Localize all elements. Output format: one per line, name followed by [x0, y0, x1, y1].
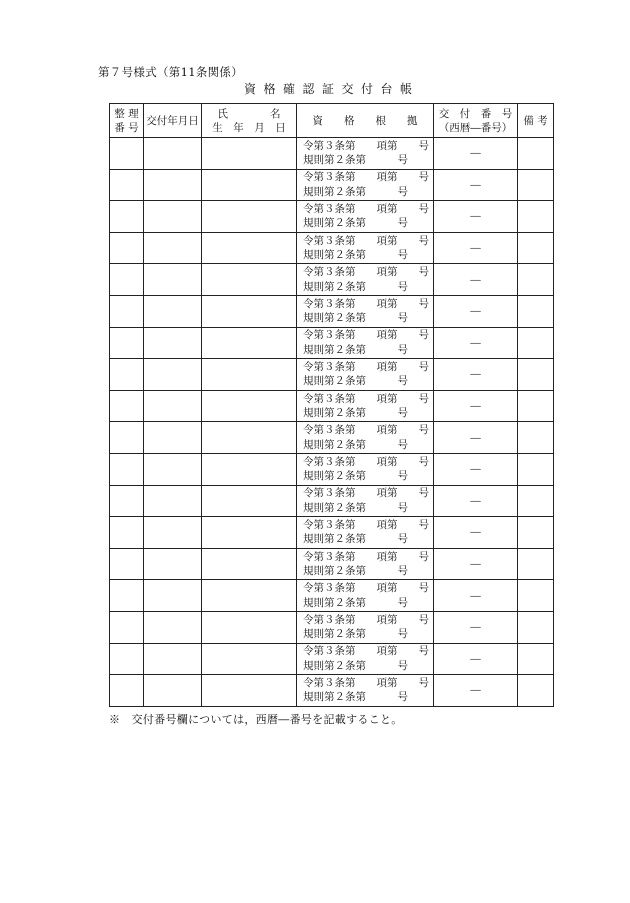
remarks-cell[interactable]	[518, 390, 554, 422]
issue-number-cell[interactable]	[434, 390, 518, 422]
basis-line-rei: 令第３条第 項第 号	[303, 171, 429, 184]
qualification-basis-cell[interactable]	[297, 327, 434, 359]
table-row	[110, 295, 554, 327]
issue-date-cell[interactable]	[144, 643, 202, 675]
remarks-cell[interactable]	[518, 580, 554, 612]
basis-line-rei: 令第３条第 項第 号	[303, 676, 429, 689]
table-row	[110, 675, 554, 707]
name-birthdate-cell[interactable]	[202, 453, 297, 485]
ledger-body	[110, 138, 554, 707]
issue-date-cell[interactable]	[144, 138, 202, 170]
table-row	[110, 138, 554, 170]
name-birthdate-cell[interactable]	[202, 327, 297, 359]
issue-date-cell[interactable]	[144, 453, 202, 485]
header-name-line: 氏 名	[217, 107, 281, 120]
name-birthdate-cell[interactable]	[202, 232, 297, 264]
issue-number-dash: ―	[470, 558, 481, 571]
document-title: 資格確認証交付台帳	[244, 82, 420, 96]
basis-line-kisoku: 規則第２条第 号	[303, 407, 408, 420]
basis-line-rei: 令第３条第 項第 号	[303, 139, 429, 152]
table-row	[110, 327, 554, 359]
qualification-basis-cell[interactable]	[297, 611, 434, 643]
basis-line-rei: 令第３条第 項第 号	[303, 455, 429, 468]
name-birthdate-cell[interactable]	[202, 359, 297, 391]
basis-line-kisoku: 規則第２条第 号	[303, 280, 408, 293]
seiri-number-cell[interactable]	[110, 548, 144, 580]
name-birthdate-cell[interactable]	[202, 580, 297, 612]
table-row	[110, 453, 554, 485]
qualification-basis-cell[interactable]	[297, 453, 434, 485]
issue-date-cell[interactable]	[144, 675, 202, 707]
form-number-label: 第７号様式（第11条関係）	[98, 65, 244, 79]
issue-number-dash: ―	[470, 589, 481, 602]
issue-number-cell[interactable]	[434, 264, 518, 296]
basis-line-kisoku: 規則第２条第 号	[303, 533, 408, 546]
issue-date-cell[interactable]	[144, 517, 202, 549]
seiri-number-cell[interactable]	[110, 201, 144, 233]
basis-line-rei: 令第３条第 項第 号	[303, 424, 429, 437]
qualification-basis-cell[interactable]	[297, 517, 434, 549]
remarks-cell[interactable]	[518, 517, 554, 549]
issue-number-cell[interactable]	[434, 548, 518, 580]
seiri-number-cell[interactable]	[110, 422, 144, 454]
issue-number-cell[interactable]	[434, 643, 518, 675]
issue-number-dash: ―	[470, 652, 481, 665]
seiri-number-cell[interactable]	[110, 169, 144, 201]
name-birthdate-cell[interactable]	[202, 517, 297, 549]
basis-line-kisoku: 規則第２条第 号	[303, 565, 408, 578]
seiri-number-cell[interactable]	[110, 453, 144, 485]
issue-date-cell[interactable]	[144, 548, 202, 580]
issue-date-cell[interactable]	[144, 264, 202, 296]
basis-line-rei: 令第３条第 項第 号	[303, 329, 429, 342]
remarks-cell[interactable]	[518, 169, 554, 201]
basis-line-kisoku: 規則第２条第 号	[303, 691, 408, 704]
qualification-basis-cell[interactable]	[297, 548, 434, 580]
remarks-cell[interactable]	[518, 675, 554, 707]
seiri-number-cell[interactable]	[110, 643, 144, 675]
name-birthdate-cell[interactable]	[202, 485, 297, 517]
table-row	[110, 232, 554, 264]
basis-line-kisoku: 規則第２条第 号	[303, 659, 408, 672]
issue-date-cell[interactable]	[144, 390, 202, 422]
issue-date-cell[interactable]	[144, 232, 202, 264]
qualification-basis-cell[interactable]	[297, 422, 434, 454]
qualification-basis-cell[interactable]	[297, 390, 434, 422]
name-birthdate-cell[interactable]	[202, 548, 297, 580]
qualification-basis-cell[interactable]	[297, 201, 434, 233]
basis-line-rei: 令第３条第 項第 号	[303, 582, 429, 595]
table-row	[110, 485, 554, 517]
basis-line-kisoku: 規則第２条第 号	[303, 501, 408, 514]
basis-line-rei: 令第３条第 項第 号	[303, 550, 429, 563]
table-row	[110, 580, 554, 612]
table-row	[110, 264, 554, 296]
issue-number-dash: ―	[470, 305, 481, 318]
basis-line-kisoku: 規則第２条第 号	[303, 185, 408, 198]
name-birthdate-cell[interactable]	[202, 169, 297, 201]
table-row	[110, 169, 554, 201]
basis-line-rei: 令第３条第 項第 号	[303, 234, 429, 247]
header-qualification-basis: 資 格 根 拠	[297, 104, 434, 138]
issue-number-dash: ―	[470, 336, 481, 349]
issue-number-cell[interactable]	[434, 295, 518, 327]
header-issue-number-line1: 交 付 番 号	[438, 107, 513, 120]
table-row	[110, 359, 554, 391]
basis-line-kisoku: 規則第２条第 号	[303, 312, 408, 325]
qualification-basis-cell[interactable]	[297, 580, 434, 612]
issue-date-cell[interactable]	[144, 327, 202, 359]
issue-date-cell[interactable]	[144, 422, 202, 454]
issue-date-cell[interactable]	[144, 201, 202, 233]
seiri-number-cell[interactable]	[110, 295, 144, 327]
remarks-cell[interactable]	[518, 201, 554, 233]
basis-line-rei: 令第３条第 項第 号	[303, 202, 429, 215]
issue-date-cell[interactable]	[144, 580, 202, 612]
name-birthdate-cell[interactable]	[202, 264, 297, 296]
basis-line-kisoku: 規則第２条第 号	[303, 375, 408, 388]
issue-date-cell[interactable]	[144, 295, 202, 327]
header-seiri-line2: 番 号	[114, 121, 139, 134]
issue-number-cell[interactable]	[434, 232, 518, 264]
issue-number-dash: ―	[470, 463, 481, 476]
issue-date-cell[interactable]	[144, 169, 202, 201]
issue-date-cell[interactable]	[144, 611, 202, 643]
issue-number-cell[interactable]	[434, 201, 518, 233]
qualification-basis-cell[interactable]	[297, 643, 434, 675]
remarks-cell[interactable]	[518, 548, 554, 580]
issue-number-cell[interactable]	[434, 422, 518, 454]
basis-line-kisoku: 規則第２条第 号	[303, 628, 408, 641]
qualification-basis-cell[interactable]	[297, 232, 434, 264]
issue-number-cell[interactable]	[434, 580, 518, 612]
qualification-basis-cell[interactable]	[297, 138, 434, 170]
issue-number-dash: ―	[470, 684, 481, 697]
name-birthdate-cell[interactable]	[202, 675, 297, 707]
seiri-number-cell[interactable]	[110, 580, 144, 612]
name-birthdate-cell[interactable]	[202, 138, 297, 170]
remarks-cell[interactable]	[518, 453, 554, 485]
seiri-number-cell[interactable]	[110, 359, 144, 391]
remarks-cell[interactable]	[518, 295, 554, 327]
issue-number-dash: ―	[470, 178, 481, 191]
table-row	[110, 548, 554, 580]
issue-number-dash: ―	[470, 494, 481, 507]
issue-number-cell[interactable]	[434, 675, 518, 707]
header-birthdate-line: 生 年 月 日	[212, 121, 286, 134]
issue-number-dash: ―	[470, 400, 481, 413]
issuance-ledger-table	[109, 103, 554, 707]
table-row	[110, 643, 554, 675]
header-row	[110, 104, 554, 138]
name-birthdate-cell[interactable]	[202, 611, 297, 643]
name-birthdate-cell[interactable]	[202, 643, 297, 675]
remarks-cell[interactable]	[518, 138, 554, 170]
name-birthdate-cell[interactable]	[202, 422, 297, 454]
basis-line-kisoku: 規則第２条第 号	[303, 438, 408, 451]
header-issue-number	[434, 104, 518, 138]
name-birthdate-cell[interactable]	[202, 201, 297, 233]
seiri-number-cell[interactable]	[110, 611, 144, 643]
header-seiri-line1: 整 理	[114, 107, 139, 120]
remarks-cell[interactable]	[518, 327, 554, 359]
seiri-number-cell[interactable]	[110, 138, 144, 170]
issue-number-cell[interactable]	[434, 138, 518, 170]
issue-number-cell[interactable]	[434, 327, 518, 359]
issue-number-dash: ―	[470, 242, 481, 255]
seiri-number-cell[interactable]	[110, 327, 144, 359]
basis-line-kisoku: 規則第２条第 号	[303, 154, 408, 167]
header-remarks: 備 考	[518, 104, 554, 138]
issue-number-cell[interactable]	[434, 453, 518, 485]
table-row	[110, 422, 554, 454]
footnote: ※ 交付番号欄については，西暦―番号を記載すること。	[109, 713, 403, 726]
issue-number-dash: ―	[470, 431, 481, 444]
header-name-birthdate	[202, 104, 297, 138]
basis-line-kisoku: 規則第２条第 号	[303, 249, 408, 262]
basis-line-rei: 令第３条第 項第 号	[303, 266, 429, 279]
issue-number-dash: ―	[470, 273, 481, 286]
basis-line-kisoku: 規則第２条第 号	[303, 470, 408, 483]
qualification-basis-cell[interactable]	[297, 485, 434, 517]
basis-line-rei: 令第３条第 項第 号	[303, 645, 429, 658]
remarks-cell[interactable]	[518, 643, 554, 675]
basis-line-kisoku: 規則第２条第 号	[303, 343, 408, 356]
remarks-cell[interactable]	[518, 232, 554, 264]
seiri-number-cell[interactable]	[110, 390, 144, 422]
seiri-number-cell[interactable]	[110, 232, 144, 264]
seiri-number-cell[interactable]	[110, 517, 144, 549]
header-issue-date: 交付年月日	[144, 104, 202, 138]
seiri-number-cell[interactable]	[110, 675, 144, 707]
issue-number-cell[interactable]	[434, 517, 518, 549]
qualification-basis-cell[interactable]	[297, 675, 434, 707]
issue-number-dash: ―	[470, 147, 481, 160]
qualification-basis-cell[interactable]	[297, 169, 434, 201]
issue-number-cell[interactable]	[434, 359, 518, 391]
issue-number-cell[interactable]	[434, 611, 518, 643]
remarks-cell[interactable]	[518, 359, 554, 391]
issue-date-cell[interactable]	[144, 359, 202, 391]
name-birthdate-cell[interactable]	[202, 390, 297, 422]
issue-date-cell[interactable]	[144, 485, 202, 517]
basis-line-rei: 令第３条第 項第 号	[303, 518, 429, 531]
issue-number-dash: ―	[470, 621, 481, 634]
seiri-number-cell[interactable]	[110, 264, 144, 296]
table-row	[110, 517, 554, 549]
remarks-cell[interactable]	[518, 264, 554, 296]
issue-number-dash: ―	[470, 368, 481, 381]
qualification-basis-cell[interactable]	[297, 295, 434, 327]
basis-line-rei: 令第３条第 項第 号	[303, 360, 429, 373]
issue-number-cell[interactable]	[434, 169, 518, 201]
qualification-basis-cell[interactable]	[297, 264, 434, 296]
table-row	[110, 390, 554, 422]
remarks-cell[interactable]	[518, 485, 554, 517]
remarks-cell[interactable]	[518, 611, 554, 643]
issue-number-dash: ―	[470, 526, 481, 539]
issue-number-cell[interactable]	[434, 485, 518, 517]
header-issue-number-line2: （西暦―番号）	[438, 121, 513, 134]
issue-number-dash: ―	[470, 210, 481, 223]
basis-line-rei: 令第３条第 項第 号	[303, 613, 429, 626]
basis-line-rei: 令第３条第 項第 号	[303, 487, 429, 500]
table-row	[110, 201, 554, 233]
remarks-cell[interactable]	[518, 422, 554, 454]
basis-line-rei: 令第３条第 項第 号	[303, 297, 429, 310]
basis-line-kisoku: 規則第２条第 号	[303, 596, 408, 609]
header-seiri-number	[110, 104, 144, 138]
qualification-basis-cell[interactable]	[297, 359, 434, 391]
table-row	[110, 611, 554, 643]
basis-line-kisoku: 規則第２条第 号	[303, 217, 408, 230]
seiri-number-cell[interactable]	[110, 485, 144, 517]
name-birthdate-cell[interactable]	[202, 295, 297, 327]
basis-line-rei: 令第３条第 項第 号	[303, 392, 429, 405]
